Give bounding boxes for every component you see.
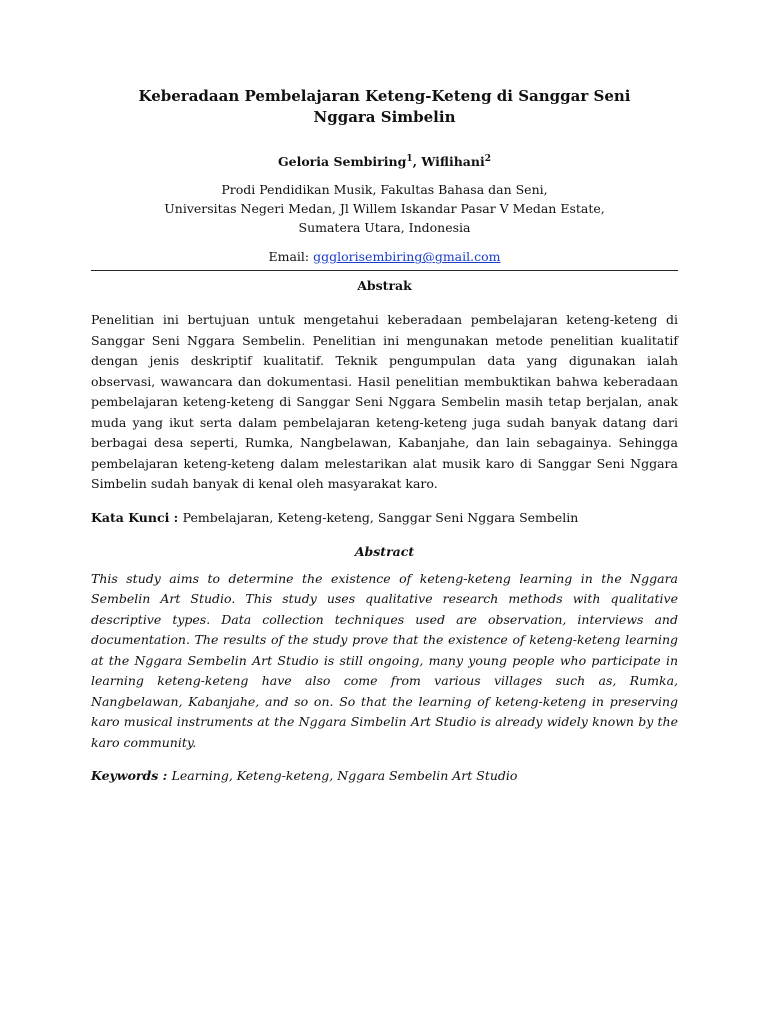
abstract-heading: Abstract	[354, 543, 415, 559]
email-label: Email:	[268, 249, 314, 265]
keywords-text: Learning, Keteng-keteng, Nggara Sembelin Art Studio	[171, 768, 518, 784]
title-line-1: Keberadaan Pembelajaran Keteng-Keteng di Sanggar Seni	[138, 87, 631, 105]
affiliation-line: Universitas Negeri Medan, Jl Willem Iskandar Pasar V Medan Estate,	[164, 201, 605, 217]
title-line-2: Nggara Simbelin	[313, 108, 456, 126]
affiliation-block	[91, 180, 678, 237]
abstrak-heading: Abstrak	[357, 278, 412, 294]
kata-kunci-line	[91, 509, 678, 527]
abstrak-paragraph: Penelitian ini bertujuan untuk mengetahui keberadaan pembelajaran keteng-keteng di Sanggar Seni Nggara Sembelin. Penelitian ini mengunakan metode penelitian kualitatif dengan jenis deskriptif kualitatif. Teknik pengumpulan data yang digunakan ialah observasi, wawancara dan dokumentasi. Hasil penelitian membuktikan bahwa keberadaan pembelajaran keteng-keteng di Sanggar Seni Nggara Sembelin masih tetap berjalan, anak muda yang ikut serta dalam pembelajaran keteng-keteng juga sudah banyak datang dari berbagai desa seperti, Rumka, Nangbelawan, Kabanjahe, dan lain sebagainya. Sehingga pembelajaran keteng-keteng dalam melestarikan alat musik karo di Sanggar Seni Nggara Simbelin sudah banyak di kenal oleh masyarakat karo.	[91, 312, 678, 492]
affiliation-line: Sumatera Utara, Indonesia	[298, 220, 471, 236]
email-line	[91, 248, 678, 266]
paper-title	[91, 86, 678, 128]
author-affiliation-mark: 1	[406, 154, 413, 164]
paper-page	[91, 86, 678, 785]
author-name: Geloria Sembiring	[277, 154, 407, 170]
kata-kunci-label: Kata Kunci :	[91, 509, 183, 525]
author-name: Wiflihani	[421, 154, 485, 170]
keywords-line	[91, 767, 678, 785]
header-divider	[91, 270, 678, 271]
kata-kunci-text: Pembelajaran, Keteng-keteng, Sanggar Seni Nggara Sembelin	[182, 509, 579, 525]
abstract-paragraph: This study aims to determine the existence of keteng-keteng learning in the Nggara Sembelin Art Studio. This study uses qualitative research methods with qualitative descriptive types. Data collection techniques used are observation, interviews and documentation. The results of the study prove that the existence of keteng-keteng learning at the Nggara Sembelin Art Studio is still ongoing, many young people who participate in learning keteng-keteng have also come from various villages such as, Rumka, Nangbelawan, Kabanjahe, and so on. So that the learning of keteng-keteng in preserving karo musical instruments at the Nggara Simbelin Art Studio is already widely known by the karo community.	[91, 570, 678, 750]
author-separator: ,	[412, 154, 422, 170]
email-link[interactable]: ggglorisembiring@gmail.com	[313, 249, 501, 265]
author-list	[91, 150, 678, 171]
affiliation-line: Prodi Pendidikan Musik, Fakultas Bahasa dan Seni,	[221, 182, 548, 198]
author-affiliation-mark: 2	[484, 154, 492, 164]
keywords-label: Keywords :	[91, 768, 172, 784]
